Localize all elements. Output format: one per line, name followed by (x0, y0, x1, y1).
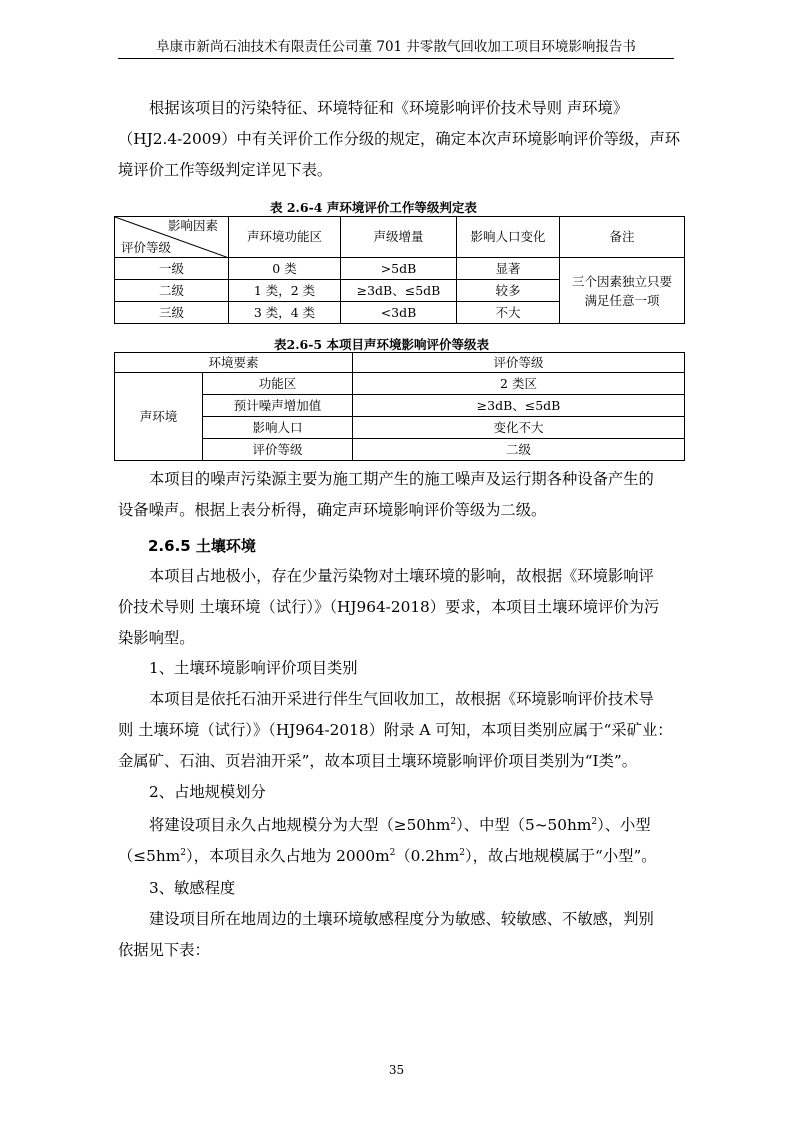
table1-header: 声级增量 (341, 217, 457, 258)
table-cell: 二级 (115, 280, 229, 302)
table1-corner-cell (115, 217, 229, 258)
table1-header: 声环境功能区 (229, 217, 341, 258)
soil-para-line-3: 染影响型。 (118, 629, 195, 647)
table1-header-row (115, 217, 685, 258)
corner-top-label: 影响因素 (167, 218, 218, 233)
item2-line-2 (118, 843, 676, 869)
table-cell: <3dB (341, 302, 457, 324)
superscript: 2 (591, 816, 598, 827)
item3-heading: 3、敏感程度 (149, 879, 236, 897)
table-row (115, 258, 685, 280)
item1-line-1: 本项目是依托石油开采进行伴生气回收加工，故根据《环境影响评价技术导 (149, 690, 654, 708)
noise-para-line-1: 本项目的噪声污染源主要为施工期产生的施工噪声及运行期各种设备产生的 (149, 470, 654, 488)
table-cell: 三级 (115, 302, 229, 324)
table-row (115, 373, 685, 395)
item3-line-1: 建设项目所在地周边的土壤环境敏感程度分为敏感、较敏感、不敏感，判别 (149, 910, 654, 928)
text-span: ），故占地规模属于“小型”。 (465, 847, 657, 865)
table-cell: 一级 (115, 258, 229, 280)
table-cell: >5dB (341, 258, 457, 280)
page-number: 35 (388, 1063, 405, 1077)
text-span: 将建设项目永久占地规模分为大型（≥50hm (149, 816, 451, 834)
noise-level-criteria-table (114, 216, 685, 324)
table2-group-label: 声环境 (115, 373, 203, 461)
header-rule (118, 58, 674, 59)
table-cell: 不大 (457, 302, 560, 324)
table1-note: 三个因素独立只要满足任意一项 (560, 258, 685, 324)
noise-para-line-2: 设备噪声。根据上表分析得，确定声环境影响评价等级为二级。 (118, 501, 547, 519)
table2-header: 环境要素 (115, 353, 353, 373)
table-cell: 预计噪声增加值 (203, 395, 353, 417)
table-cell: 功能区 (203, 373, 353, 395)
superscript: 2 (389, 847, 396, 858)
table2-header: 评价等级 (353, 353, 685, 373)
item1-line-2: 则 土壤环境（试行）》（HJ964-2018）附录 A 可知，本项目类别应属于“采矿业： (118, 721, 673, 739)
intro-line-2: （HJ2.4-2009）中有关评价工作分级的规定，确定本次声环境影响评价等级，声环 (118, 130, 681, 148)
item1-heading: 1、土壤环境影响评价项目类别 (149, 659, 358, 677)
table-cell: 二级 (353, 439, 685, 461)
table-cell: 1 类，2 类 (229, 280, 341, 302)
superscript: 2 (450, 816, 457, 827)
intro-line-1: 根据该项目的污染特征、环境特征和《环境影响评价技术导则 声环境》 (149, 99, 629, 117)
superscript: 2 (180, 847, 186, 858)
noise-assessment-level-table (114, 352, 685, 461)
text-span: ），本项目永久占地为 2000m (185, 847, 390, 865)
text-span: ）、小型 (597, 816, 651, 834)
item3-line-2: 依据见下表： (118, 941, 210, 959)
item2-line-1 (118, 812, 707, 838)
table1-header: 影响人口变化 (457, 217, 560, 258)
table-cell: 3 类，4 类 (229, 302, 341, 324)
text-span: （0.2hm (395, 847, 460, 865)
table-cell: ≥3dB、≤5dB (341, 280, 457, 302)
table-cell: 评价等级 (203, 439, 353, 461)
running-header: 阜康市新尚石油技术有限责任公司董 701 井零散气回收加工项目环境影响报告书 (156, 39, 636, 55)
table-cell: ≥3dB、≤5dB (353, 395, 685, 417)
table-cell: 0 类 (229, 258, 341, 280)
table-cell: 影响人口 (203, 417, 353, 439)
corner-bottom-label: 评价等级 (121, 240, 172, 255)
item2-heading: 2、占地规模划分 (149, 783, 266, 801)
soil-para-line-2: 价技术导则 土壤环境（试行）》（HJ964-2018）要求，本项目土壤环境评价为污 (118, 598, 660, 616)
table-cell: 2 类区 (353, 373, 685, 395)
table-cell: 显著 (457, 258, 560, 280)
intro-line-3: 境评价工作等级判定详见下表。 (118, 161, 333, 179)
table2-header-row (115, 353, 685, 373)
table-cell: 变化不大 (353, 417, 685, 439)
table2-caption: 表2.6-5 本项目声环境影响评价等级表 (274, 337, 489, 352)
section-heading-soil: 2.6.5 土壤环境 (148, 537, 256, 555)
table-cell: 较多 (457, 280, 560, 302)
table1-caption: 表 2.6-4 声环境评价工作等级判定表 (270, 200, 477, 215)
item1-line-3: 金属矿、石油、页岩油开采”，故本项目土壤环境影响评价项目类别为“Ⅰ类”。 (118, 752, 638, 770)
text-span: ）、中型（5~50hm (456, 816, 592, 834)
soil-para-line-1: 本项目占地极小，存在少量污染物对土壤环境的影响，故根据《环境影响评 (149, 567, 654, 585)
table1-header: 备注 (560, 217, 685, 258)
text-span: （≤5hm (118, 847, 181, 865)
superscript: 2 (459, 847, 466, 858)
